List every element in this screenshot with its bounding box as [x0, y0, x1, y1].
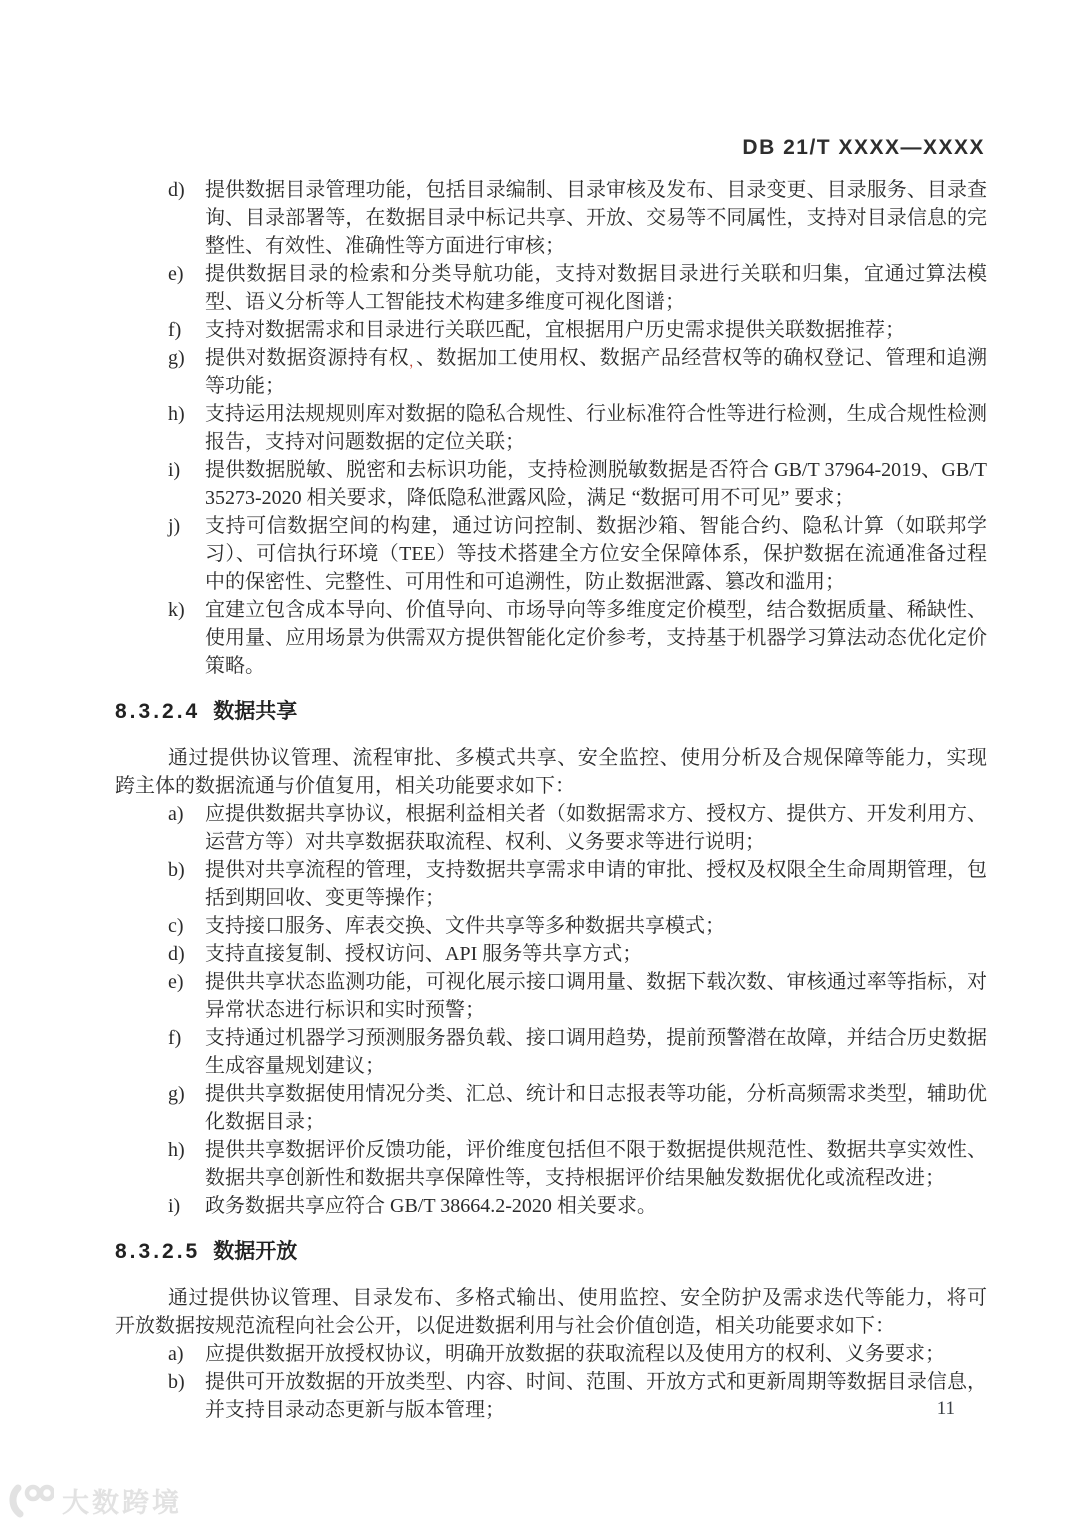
list-item-text: 提供可开放数据的开放类型、内容、时间、范围、开放方式和更新周期等数据目录信息，并支持目录动态更新与版本管理；	[205, 1371, 987, 1421]
list-item-text: 支持通过机器学习预测服务器负载、接口调用趋势，提前预警潜在故障，并结合历史数据生成容量规划建议；	[205, 1027, 987, 1077]
list-item-label: d)	[168, 179, 185, 201]
list-item	[115, 1024, 987, 1080]
list-item-text: 应提供数据开放授权协议，明确开放数据的获取流程以及使用方的权利、义务要求；	[205, 1343, 945, 1365]
list-item	[115, 1080, 987, 1136]
list-item	[115, 344, 987, 400]
list-item	[115, 856, 987, 912]
clause-title: 数据共享	[213, 700, 298, 723]
list-item	[115, 800, 987, 856]
list-item-label: i)	[168, 459, 181, 481]
list-item-text: 提供数据目录的检索和分类导航功能，支持对数据目录进行关联和归集，宜通过算法模型、语义分析等人工智能技术构建多维度可视化图谱；	[205, 263, 987, 313]
list-item-text: 提供共享数据使用情况分类、汇总、统计和日志报表等功能，分析高频需求类型，辅助优化数据目录；	[205, 1083, 987, 1133]
list-item-text: 提供共享数据评价反馈功能，评价维度包括但不限于数据提供规范性、数据共享实效性、数据共享创新性和数据共享保障性等，支持根据评价结果触发数据优化或流程改进；	[205, 1139, 987, 1189]
list-item	[115, 400, 987, 456]
list-item-label: j)	[168, 515, 181, 537]
list-item-text: 应提供数据共享协议，根据利益相关者（如数据需求方、授权方、提供方、开发利用方、运营方等）对共享数据获取流程、权利、义务要求等进行说明；	[205, 803, 987, 853]
clause-heading-data-sharing	[115, 698, 987, 726]
list-item-text: 提供数据脱敏、脱密和去标识功能，支持检测脱敏数据是否符合 GB/T 37964-2019、GB/T 35273-2020 相关要求，降低隐私泄露风险，满足 “数据可用不可见” 要求；	[205, 459, 987, 509]
list-item-label: k)	[168, 599, 185, 621]
list-item	[115, 176, 987, 260]
list-item-label: h)	[168, 1139, 185, 1161]
list-item-label: h)	[168, 403, 185, 425]
intro-paragraph: 通过提供协议管理、目录发布、多格式输出、使用监控、安全防护及需求迭代等能力，将可开放数据按规范流程向社会公开，以促进数据利用与社会价值创造，相关功能要求如下：	[115, 1287, 987, 1337]
list-item-text: 支持运用法规规则库对数据的隐私合规性、行业标准符合性等进行检测，生成合规性检测报告，支持对问题数据的定位关联；	[205, 403, 987, 453]
list-item-text: 支持直接复制、授权访问、API 服务等共享方式；	[205, 943, 643, 965]
list-item	[115, 1192, 987, 1220]
doc-code: DB 21/T XXXX—XXXX	[742, 136, 985, 159]
list-item-text: 支持可信数据空间的构建，通过访问控制、数据沙箱、智能合约、隐私计算（如联邦学习）、可信执行环境（TEE）等技术搭建全方位安全保障体系，保护数据在流通准备过程中的保密性、完整性、可用性和可追溯性，防止数据泄露、篡改和滥用；	[205, 515, 987, 593]
list-item-text-part2: 、数据加工使用权、数据产品经营权等的确权登记、管理和追溯等功能；	[205, 347, 988, 397]
list-item-label: g)	[168, 347, 185, 369]
list-item-label: e)	[168, 971, 184, 993]
list-item	[115, 456, 987, 512]
list-item-text: 政务数据共享应符合 GB/T 38664.2-2020 相关要求。	[205, 1195, 657, 1217]
clause-list-open	[115, 1340, 987, 1424]
list-item-label: f)	[168, 1027, 182, 1049]
page-content	[115, 176, 987, 1424]
list-item-text: 提供对共享流程的管理，支持数据共享需求申请的审批、授权及权限全生命周期管理，包括到期回收、变更等操作；	[205, 859, 987, 909]
list-item-label: c)	[168, 915, 184, 937]
list-item-text: 支持接口服务、库表交换、文件共享等多种数据共享模式；	[205, 915, 725, 937]
revision-mark: ，	[409, 354, 416, 369]
clause-heading-data-open	[115, 1238, 987, 1266]
list-item	[115, 316, 987, 344]
list-item	[115, 596, 987, 680]
list-item	[115, 1368, 987, 1424]
list-item-label: e)	[168, 263, 184, 285]
list-item	[115, 1340, 987, 1368]
list-item	[115, 968, 987, 1024]
list-item-text: 支持对数据需求和目录进行关联匹配，宜根据用户历史需求提供关联数据推荐；	[205, 319, 905, 341]
list-item	[115, 512, 987, 596]
page-number: 11	[936, 1398, 955, 1419]
list-item-label: a)	[168, 1343, 184, 1365]
clause-title: 数据开放	[213, 1240, 298, 1263]
list-item	[115, 912, 987, 940]
list-item	[115, 940, 987, 968]
clause-list-sharing	[115, 800, 987, 1220]
list-item	[115, 260, 987, 316]
list-item-text: 提供共享状态监测功能，可视化展示接口调用量、数据下载次数、审核通过率等指标，对异常状态进行标识和实时预警；	[205, 971, 987, 1021]
clause-number: 8.3.2.5	[115, 1240, 201, 1263]
clause-list-top	[115, 176, 987, 680]
list-item-label: b)	[168, 859, 185, 881]
intro-paragraph: 通过提供协议管理、流程审批、多模式共享、安全监控、使用分析及合规保障等能力，实现跨主体的数据流通与价值复用，相关功能要求如下：	[115, 747, 987, 797]
list-item-label: f)	[168, 319, 182, 341]
watermark-logo-icon	[8, 1480, 54, 1520]
list-item-text: 提供数据目录管理功能，包括目录编制、目录审核及发布、目录变更、目录服务、目录查询、目录部署等，在数据目录中标记共享、开放、交易等不同属性，支持对目录信息的完整性、有效性、准确性等方面进行审核；	[205, 179, 987, 257]
list-item-text	[205, 347, 987, 397]
list-item-label: b)	[168, 1371, 185, 1393]
list-item-label: d)	[168, 943, 185, 965]
watermark-text: 大数跨境	[62, 1487, 182, 1518]
list-item-label: i)	[168, 1195, 181, 1217]
list-item-text-part1: 提供对数据资源持有权	[205, 347, 410, 369]
list-item	[115, 1136, 987, 1192]
clause-number: 8.3.2.4	[115, 700, 201, 723]
watermark	[8, 1480, 182, 1520]
list-item-label: g)	[168, 1083, 185, 1105]
list-item-label: a)	[168, 803, 184, 825]
list-item-text: 宜建立包含成本导向、价值导向、市场导向等多维度定价模型，结合数据质量、稀缺性、使用量、应用场景为供需双方提供智能化定价参考，支持基于机器学习算法动态优化定价策略。	[205, 599, 987, 677]
